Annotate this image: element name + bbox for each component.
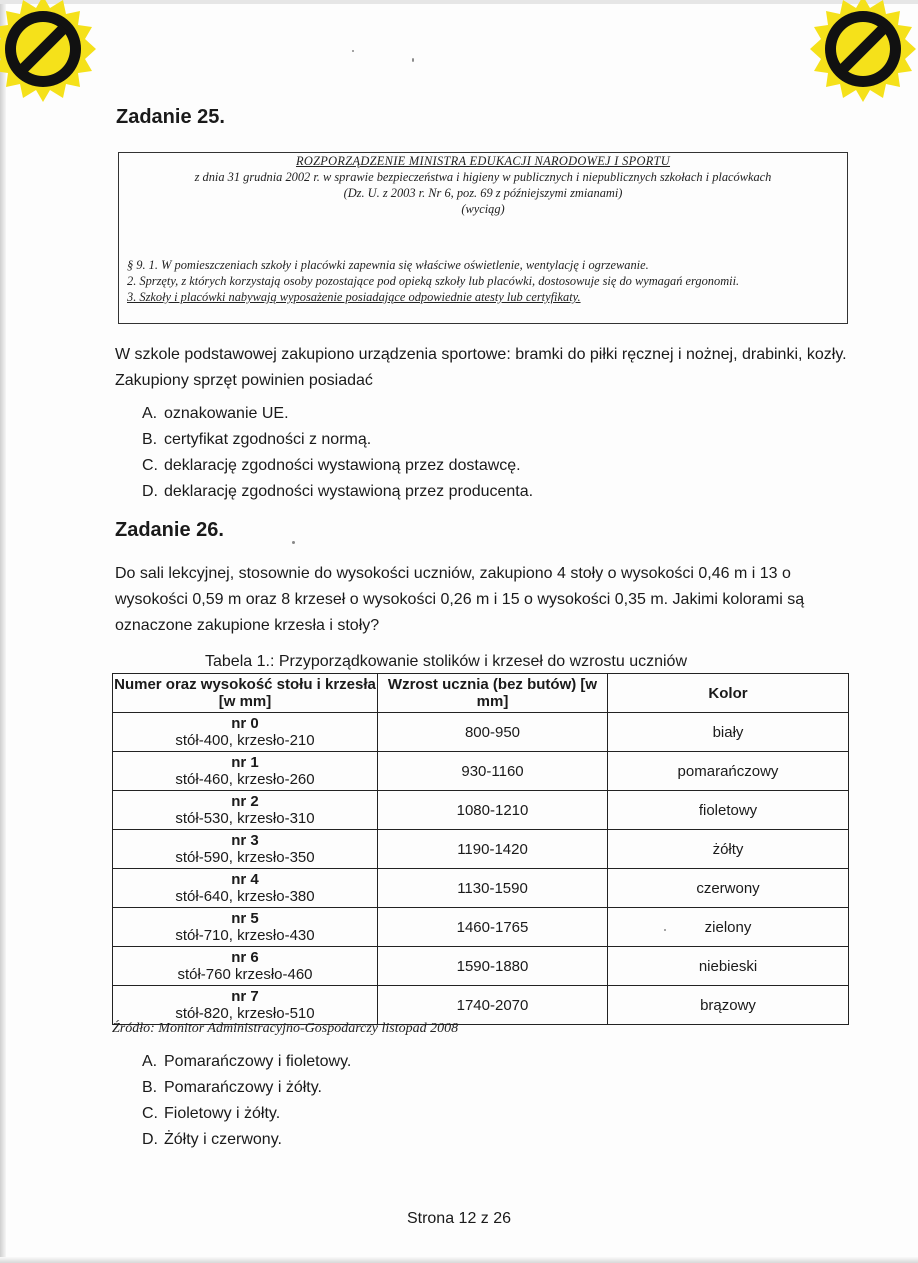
regulation-paragraphs bbox=[127, 257, 839, 305]
regulation-excerpt-label: (wyciąg) bbox=[461, 202, 505, 216]
color-cell: biały bbox=[608, 713, 849, 752]
color-cell: żółty bbox=[608, 830, 849, 869]
table-row bbox=[113, 869, 849, 908]
answer-option-d[interactable]: D. Żółty i czerwony. bbox=[142, 1131, 282, 1148]
size-cell: nr 2 stół-530, krzesło-310 bbox=[113, 791, 378, 830]
height-cell: 1460-1765 bbox=[378, 908, 608, 947]
table-row bbox=[113, 986, 849, 1025]
task-26-heading: Zadanie 26. bbox=[115, 519, 224, 541]
task-25-answer-list bbox=[142, 401, 533, 505]
size-cell: nr 4 stół-640, krzesło-380 bbox=[113, 869, 378, 908]
table-row bbox=[113, 752, 849, 791]
answer-option-c[interactable]: C. deklarację zgodności wystawioną przez dostawcę. bbox=[142, 457, 521, 474]
height-cell: 1740-2070 bbox=[378, 986, 608, 1025]
size-cell: nr 7 stół-820, krzesło-510 bbox=[113, 986, 378, 1025]
size-color-table bbox=[112, 673, 849, 1025]
scan-speck bbox=[412, 58, 414, 62]
height-cell: 1080-1210 bbox=[378, 791, 608, 830]
prohibited-sign-icon bbox=[808, 0, 918, 104]
color-cell: niebieski bbox=[608, 947, 849, 986]
answer-option-b[interactable]: B. Pomarańczowy i żółty. bbox=[142, 1079, 322, 1096]
task-26-answer-list bbox=[142, 1049, 351, 1153]
task-25-question: W szkole podstawowej zakupiono urządzenia sportowe: bramki do piłki ręcznej i nożnej, drabinki, kozły. Zakupiony sprzęt powinien posiadać bbox=[115, 346, 847, 389]
page-number: Strona 12 z 26 bbox=[406, 1210, 512, 1227]
task-25-heading: Zadanie 25. bbox=[116, 106, 225, 128]
scan-speck bbox=[292, 541, 295, 544]
size-cell: nr 5 stół-710, krzesło-430 bbox=[113, 908, 378, 947]
task-26-question: Do sali lekcyjnej, stosownie do wysokości uczniów, zakupiono 4 stoły o wysokości 0,46 m i 13 o wysokości 0,59 m oraz 8 krzeseł o wysokości 0,26 m i 15 o wysokości 0,35 m. Jakimi kolorami są oznaczone zakupione krzesła i stoły? bbox=[115, 565, 805, 634]
scan-edge-bottom bbox=[0, 1257, 918, 1263]
answer-option-a[interactable]: A. oznakowanie UE. bbox=[142, 405, 289, 422]
size-cell: nr 6 stół-760 krzesło-460 bbox=[113, 947, 378, 986]
column-header-height: Wzrost ucznia (bez butów) [w mm] bbox=[378, 674, 608, 713]
height-cell: 930-1160 bbox=[378, 752, 608, 791]
table-header-row bbox=[113, 674, 849, 713]
size-cell: nr 3 stół-590, krzesło-350 bbox=[113, 830, 378, 869]
color-cell: fioletowy bbox=[608, 791, 849, 830]
table-row bbox=[113, 947, 849, 986]
table-caption: Tabela 1.: Przyporządkowanie stolików i krzeseł do wzrostu uczniów bbox=[205, 653, 687, 670]
column-header-color: Kolor bbox=[608, 674, 849, 713]
regulation-date-line: z dnia 31 grudnia 2002 r. w sprawie bezpieczeństwa i higieny w publicznych i niepublicznych szkołach i placówkach bbox=[194, 170, 772, 184]
scan-edge-top bbox=[0, 0, 918, 4]
height-cell: 800-950 bbox=[378, 713, 608, 752]
color-cell: zielony bbox=[608, 908, 849, 947]
answer-option-c[interactable]: C. Fioletowy i żółty. bbox=[142, 1105, 281, 1122]
table-row bbox=[113, 791, 849, 830]
scan-speck bbox=[352, 50, 354, 52]
regulation-title: ROZPORZĄDZENIE MINISTRA EDUKACJI NARODOWEJ I SPORTU bbox=[295, 154, 671, 168]
answer-option-b[interactable]: B. certyfikat zgodności z normą. bbox=[142, 431, 372, 448]
column-header-size: Numer oraz wysokość stołu i krzesła [w mm] bbox=[113, 674, 378, 713]
color-cell: brązowy bbox=[608, 986, 849, 1025]
table-source-note: Źródło: Monitor Administracyjno-Gospodarczy listopad 2008 bbox=[112, 1021, 459, 1036]
regulation-paragraph-3: 3. Szkoły i placówki nabywają wyposażenie posiadające odpowiednie atesty lub certyfikaty. bbox=[127, 290, 581, 304]
answer-option-d[interactable]: D. deklarację zgodności wystawioną przez producenta. bbox=[142, 483, 534, 500]
table-row bbox=[113, 713, 849, 752]
height-cell: 1130-1590 bbox=[378, 869, 608, 908]
scan-edge-left bbox=[0, 0, 6, 1263]
table-row bbox=[113, 908, 849, 947]
height-cell: 1590-1880 bbox=[378, 947, 608, 986]
color-cell: czerwony bbox=[608, 869, 849, 908]
size-cell: nr 1 stół-460, krzesło-260 bbox=[113, 752, 378, 791]
regulation-journal-line: (Dz. U. z 2003 r. Nr 6, poz. 69 z późniejszymi zmianami) bbox=[343, 186, 623, 200]
regulation-excerpt-box bbox=[118, 152, 848, 324]
size-cell: nr 0 stół-400, krzesło-210 bbox=[113, 713, 378, 752]
prohibited-sign-icon bbox=[0, 0, 98, 104]
table-row bbox=[113, 830, 849, 869]
color-cell: pomarańczowy bbox=[608, 752, 849, 791]
scan-speck bbox=[664, 929, 666, 931]
regulation-paragraph-1: § 9. 1. W pomieszczeniach szkoły i placówki zapewnia się właściwe oświetlenie, wentylację i ogrzewanie. bbox=[127, 258, 649, 272]
regulation-paragraph-2: 2. Sprzęty, z których korzystają osoby pozostające pod opieką szkoły lub placówki, dostosowuje się do wymagań ergonomii. bbox=[127, 274, 740, 288]
height-cell: 1190-1420 bbox=[378, 830, 608, 869]
answer-option-a[interactable]: A. Pomarańczowy i fioletowy. bbox=[142, 1053, 352, 1070]
